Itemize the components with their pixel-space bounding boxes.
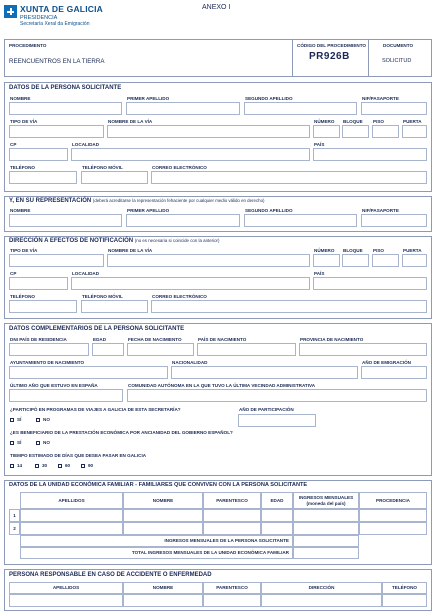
notif-label-nombre-via: NOMBRE DE LA VÍA — [108, 248, 153, 253]
label-localidad: LOCALIDAD — [72, 142, 100, 147]
applicant-piso-field[interactable] — [372, 125, 399, 138]
notif-cp-field[interactable] — [9, 277, 68, 290]
rep-label-apellido1: PRIMER APELLIDO — [127, 208, 170, 213]
resp-direccion-field[interactable] — [261, 594, 382, 607]
applicant-pais-field[interactable] — [313, 148, 427, 161]
notification-title: DIRECCIÓN A EFECTOS DE NOTIFICACIÓN (no es necesaria si coincide con la anterior) — [9, 238, 220, 244]
beneficiario-no-checkbox[interactable] — [36, 441, 40, 445]
notif-label-telefono: TELÉFONO — [10, 294, 36, 299]
applicant-cp-field[interactable] — [9, 148, 68, 161]
family-col-ingresos: INGRESOS MENSUALES (moneda del país) — [293, 492, 359, 509]
resp-col-parentesco: PARENTESCO — [203, 582, 261, 594]
org-name: XUNTA DE GALICIA — [20, 4, 104, 14]
anio-participacion-field[interactable] — [238, 414, 316, 427]
total-ingresos-field[interactable] — [293, 547, 359, 559]
applicant-email-field[interactable] — [151, 171, 427, 184]
applicant-nif-field[interactable] — [361, 102, 427, 115]
notif-numero-field[interactable] — [313, 254, 340, 267]
q-viajes-label: ¿PARTICIPÓ EN PROGRAMAS DE VIAJES A GALICIA DE ESTA SECRETARÍA? — [10, 407, 181, 412]
secretariat-name: Secretaría Xeral da Emigración — [20, 21, 90, 27]
family-row1-procedencia[interactable] — [359, 509, 427, 522]
notif-piso-field[interactable] — [372, 254, 399, 267]
label-nombre-via: NOMBRE DE LA VÍA — [108, 119, 153, 124]
representative-title: Y, EN SU REPRESENTACIÓN (deberá acreditarse la representación fehaciente por cualquier medio válido en derecho) — [9, 198, 265, 204]
notif-label-bloque: BLOQUE — [343, 248, 363, 253]
nacionalidad-field[interactable] — [171, 366, 358, 379]
procedure-label: PROCEDIMENTO — [9, 43, 47, 48]
document-label: DOCUMENTO — [383, 43, 414, 48]
label-nif: NIF/PASAPORTE — [362, 96, 399, 101]
applicant-tipo-via-field[interactable] — [9, 125, 104, 138]
label-bloque: BLOQUE — [343, 119, 363, 124]
resp-col-telefono: TELÉFONO — [382, 582, 427, 594]
notif-nombre-via-field[interactable] — [107, 254, 310, 267]
label-pais: PAÍS — [314, 142, 325, 147]
label-numero: NÚMERO — [314, 119, 335, 124]
pais-nac-field[interactable] — [197, 343, 296, 356]
rep-label-nif: NIF/PASAPORTE — [362, 208, 399, 213]
ccaa-field[interactable] — [127, 389, 427, 402]
notif-label-puerta: PUERTA — [403, 248, 422, 253]
family-row-number: 2 — [9, 522, 20, 535]
family-row1-parentesco[interactable] — [203, 509, 261, 522]
applicant-nombre-via-field[interactable] — [107, 125, 310, 138]
label-apellido1: PRIMER APELLIDO — [127, 96, 170, 101]
family-col-parentesco: PARENTESCO — [203, 492, 261, 509]
anio-emigracion-field[interactable] — [361, 366, 427, 379]
responsible-title: PERSONA RESPONSABLE EN CASO DE ACCIDENTE O ENFERMEDAD — [9, 572, 212, 578]
notif-email-field[interactable] — [151, 300, 427, 313]
notif-label-piso: PISO — [373, 248, 384, 253]
label-cp: CP — [10, 142, 17, 147]
label-ccaa: COMUNIDAD AUTÓNOMA EN LA QUE TUVO LA ÚLTIMA VECINDAD ADMINISTRATIVA — [128, 383, 316, 388]
family-col-nombre: NOMBRE — [123, 492, 203, 509]
label-nacionalidad: NACIONALIDAD — [172, 360, 208, 365]
procedure-code: PR926B — [309, 51, 350, 62]
days-30-checkbox[interactable] — [35, 464, 39, 468]
notif-puerta-field[interactable] — [402, 254, 427, 267]
days-90-checkbox[interactable] — [81, 464, 85, 468]
xunta-logo — [4, 5, 17, 18]
days-60-label: 60 — [65, 463, 71, 468]
days-14-label: 14 — [17, 463, 23, 468]
applicant-telefono-field[interactable] — [9, 171, 77, 184]
notif-tipo-via-field[interactable] — [9, 254, 104, 267]
applicant-apellido2-field[interactable] — [244, 102, 357, 115]
annex-label: ANEXO I — [202, 4, 231, 11]
notif-label-pais: PAÍS — [314, 271, 325, 276]
resp-col-nombre: NOMBRE — [123, 582, 203, 594]
family-col-edad: EDAD — [261, 492, 293, 509]
q-beneficiario-label: ¿ES BENEFICIARIO DE LA PRESTACIÓN ECONÓMICA POR ANCIANIDAD DEL GOBIERNO ESPAÑOL? — [10, 430, 233, 435]
applicant-puerta-field[interactable] — [402, 125, 427, 138]
label-edad: EDAD — [93, 337, 107, 342]
notif-label-email: CORREO ELECTRÓNICO — [152, 294, 207, 299]
dni-field[interactable] — [9, 343, 89, 356]
ayuntamiento-nac-field[interactable] — [9, 366, 168, 379]
label-anio-participacion: AÑO DE PARTICIPACIÓN — [239, 407, 294, 412]
label-piso: PISO — [373, 119, 384, 124]
resp-parentesco-field[interactable] — [203, 594, 261, 607]
label-telefono: TELÉFONO — [10, 165, 36, 170]
label-ultimo-anio: ÚLTIMO AÑO QUE ESTUVO EN ESPAÑA — [10, 383, 98, 388]
notif-label-localidad: LOCALIDAD — [72, 271, 100, 276]
family-col-apellidos: APELLIDOS — [20, 492, 123, 509]
days-30-label: 30 — [42, 463, 48, 468]
label-ayuntamiento-nac: AYUNTAMIENTO DE NACIMIENTO — [10, 360, 85, 365]
beneficiario-si-label: SÍ — [17, 440, 22, 445]
applicant-apellido1-field[interactable] — [126, 102, 240, 115]
procedure-name: REENCUENTROS EN LA TIERRA — [9, 58, 105, 65]
ingresos-solicitante-field[interactable] — [293, 535, 359, 547]
resp-apellidos-field[interactable] — [9, 594, 123, 607]
notif-bloque-field[interactable] — [342, 254, 369, 267]
days-90-label: 90 — [88, 463, 94, 468]
family-row2-parentesco[interactable] — [203, 522, 261, 535]
family-row-number: 1 — [9, 509, 20, 522]
rep-label-nombre: NOMBRE — [10, 208, 31, 213]
label-pais-nac: PAÍS DE NACIMIENTO — [198, 337, 247, 342]
label-fecha-nac: FECHA DE NACIMIENTO — [128, 337, 182, 342]
beneficiario-no-label: NO — [43, 440, 50, 445]
notif-pais-field[interactable] — [313, 277, 427, 290]
ultimo-anio-field[interactable] — [9, 389, 123, 402]
edad-field[interactable] — [92, 343, 124, 356]
dept-name: PRESIDENCIA — [20, 15, 58, 21]
applicant-movil-field[interactable] — [81, 171, 148, 184]
notif-localidad-field[interactable] — [71, 277, 310, 290]
label-apellido2: SEGUNDO APELLIDO — [245, 96, 293, 101]
label-nombre: NOMBRE — [10, 96, 31, 101]
days-14-checkbox[interactable] — [10, 464, 14, 468]
label-anio-emigracion: AÑO DE EMIGRACIÓN — [362, 360, 412, 365]
family-title: DATOS DE LA UNIDAD ECONÓMICA FAMILIAR - FAMILIARES QUE CONVIVEN CON LA PERSONA SOLICITANTE — [9, 482, 308, 488]
code-label: CÓDIGO DEL PROCEDIMIENTO — [297, 43, 366, 48]
family-row1-apellidos[interactable] — [20, 509, 123, 522]
notif-label-cp: CP — [10, 271, 17, 276]
label-provincia-nac: PROVINCIA DE NACIMIENTO — [300, 337, 364, 342]
applicant-title: DATOS DE LA PERSONA SOLICITANTE — [9, 85, 122, 91]
viajes-no-label: NO — [43, 417, 50, 422]
family-row1-edad[interactable] — [261, 509, 293, 522]
total-ingresos-label: TOTAL INGRESOS MENSUALES DE LA UNIDAD ECONÓMICA FAMILIAR — [20, 547, 293, 559]
viajes-si-checkbox[interactable] — [10, 418, 14, 422]
family-row1-ingresos[interactable] — [293, 509, 359, 522]
applicant-nombre-field[interactable] — [9, 102, 122, 115]
rep-apellido2-field[interactable] — [244, 214, 357, 227]
complementary-title: DATOS COMPLEMENTARIOS DE LA PERSONA SOLICITANTE — [9, 326, 185, 332]
beneficiario-si-checkbox[interactable] — [10, 441, 14, 445]
family-row2-edad[interactable] — [261, 522, 293, 535]
family-col-procedencia: PROCEDENCIA — [359, 492, 427, 509]
notif-label-movil: TELÉFONO MÓVIL — [82, 294, 123, 299]
resp-telefono-field[interactable] — [382, 594, 427, 607]
family-row2-nombre[interactable] — [123, 522, 203, 535]
label-dni: DNI PAÍS DE RESIDENCIA — [10, 337, 67, 342]
ingresos-solicitante-label: INGRESOS MENSUALES DE LA PERSONA SOLICITANTE — [20, 535, 293, 547]
resp-col-direccion: DIRECCIÓN — [261, 582, 382, 594]
rep-label-apellido2: SEGUNDO APELLIDO — [245, 208, 293, 213]
label-email: CORREO ELECTRÓNICO — [152, 165, 207, 170]
notif-telefono-field[interactable] — [9, 300, 77, 313]
tiempo-label: TIEMPO ESTIMADO DE DÍAS QUE DESEA PASAR EN GALICIA — [10, 453, 147, 458]
applicant-localidad-field[interactable] — [71, 148, 310, 161]
days-60-checkbox[interactable] — [58, 464, 62, 468]
notif-label-tipo-via: TIPO DE VÍA — [10, 248, 38, 253]
viajes-no-checkbox[interactable] — [36, 418, 40, 422]
label-puerta: PUERTA — [403, 119, 422, 124]
viajes-si-label: SÍ — [17, 417, 22, 422]
notif-label-numero: NÚMERO — [314, 248, 335, 253]
family-row2-ingresos[interactable] — [293, 522, 359, 535]
family-row2-apellidos[interactable] — [20, 522, 123, 535]
document-value: SOLICITUD — [382, 58, 412, 64]
rep-nombre-field[interactable] — [9, 214, 122, 227]
applicant-bloque-field[interactable] — [342, 125, 369, 138]
rep-nif-field[interactable] — [361, 214, 427, 227]
fecha-nac-field[interactable] — [127, 343, 194, 356]
applicant-numero-field[interactable] — [313, 125, 340, 138]
provincia-nac-field[interactable] — [299, 343, 427, 356]
resp-col-apellidos: APELLIDOS — [9, 582, 123, 594]
notif-movil-field[interactable] — [81, 300, 148, 313]
label-movil: TELÉFONO MÓVIL — [82, 165, 123, 170]
label-tipo-via: TIPO DE VÍA — [10, 119, 38, 124]
rep-apellido1-field[interactable] — [126, 214, 240, 227]
family-row1-nombre[interactable] — [123, 509, 203, 522]
family-row2-procedencia[interactable] — [359, 522, 427, 535]
resp-nombre-field[interactable] — [123, 594, 203, 607]
